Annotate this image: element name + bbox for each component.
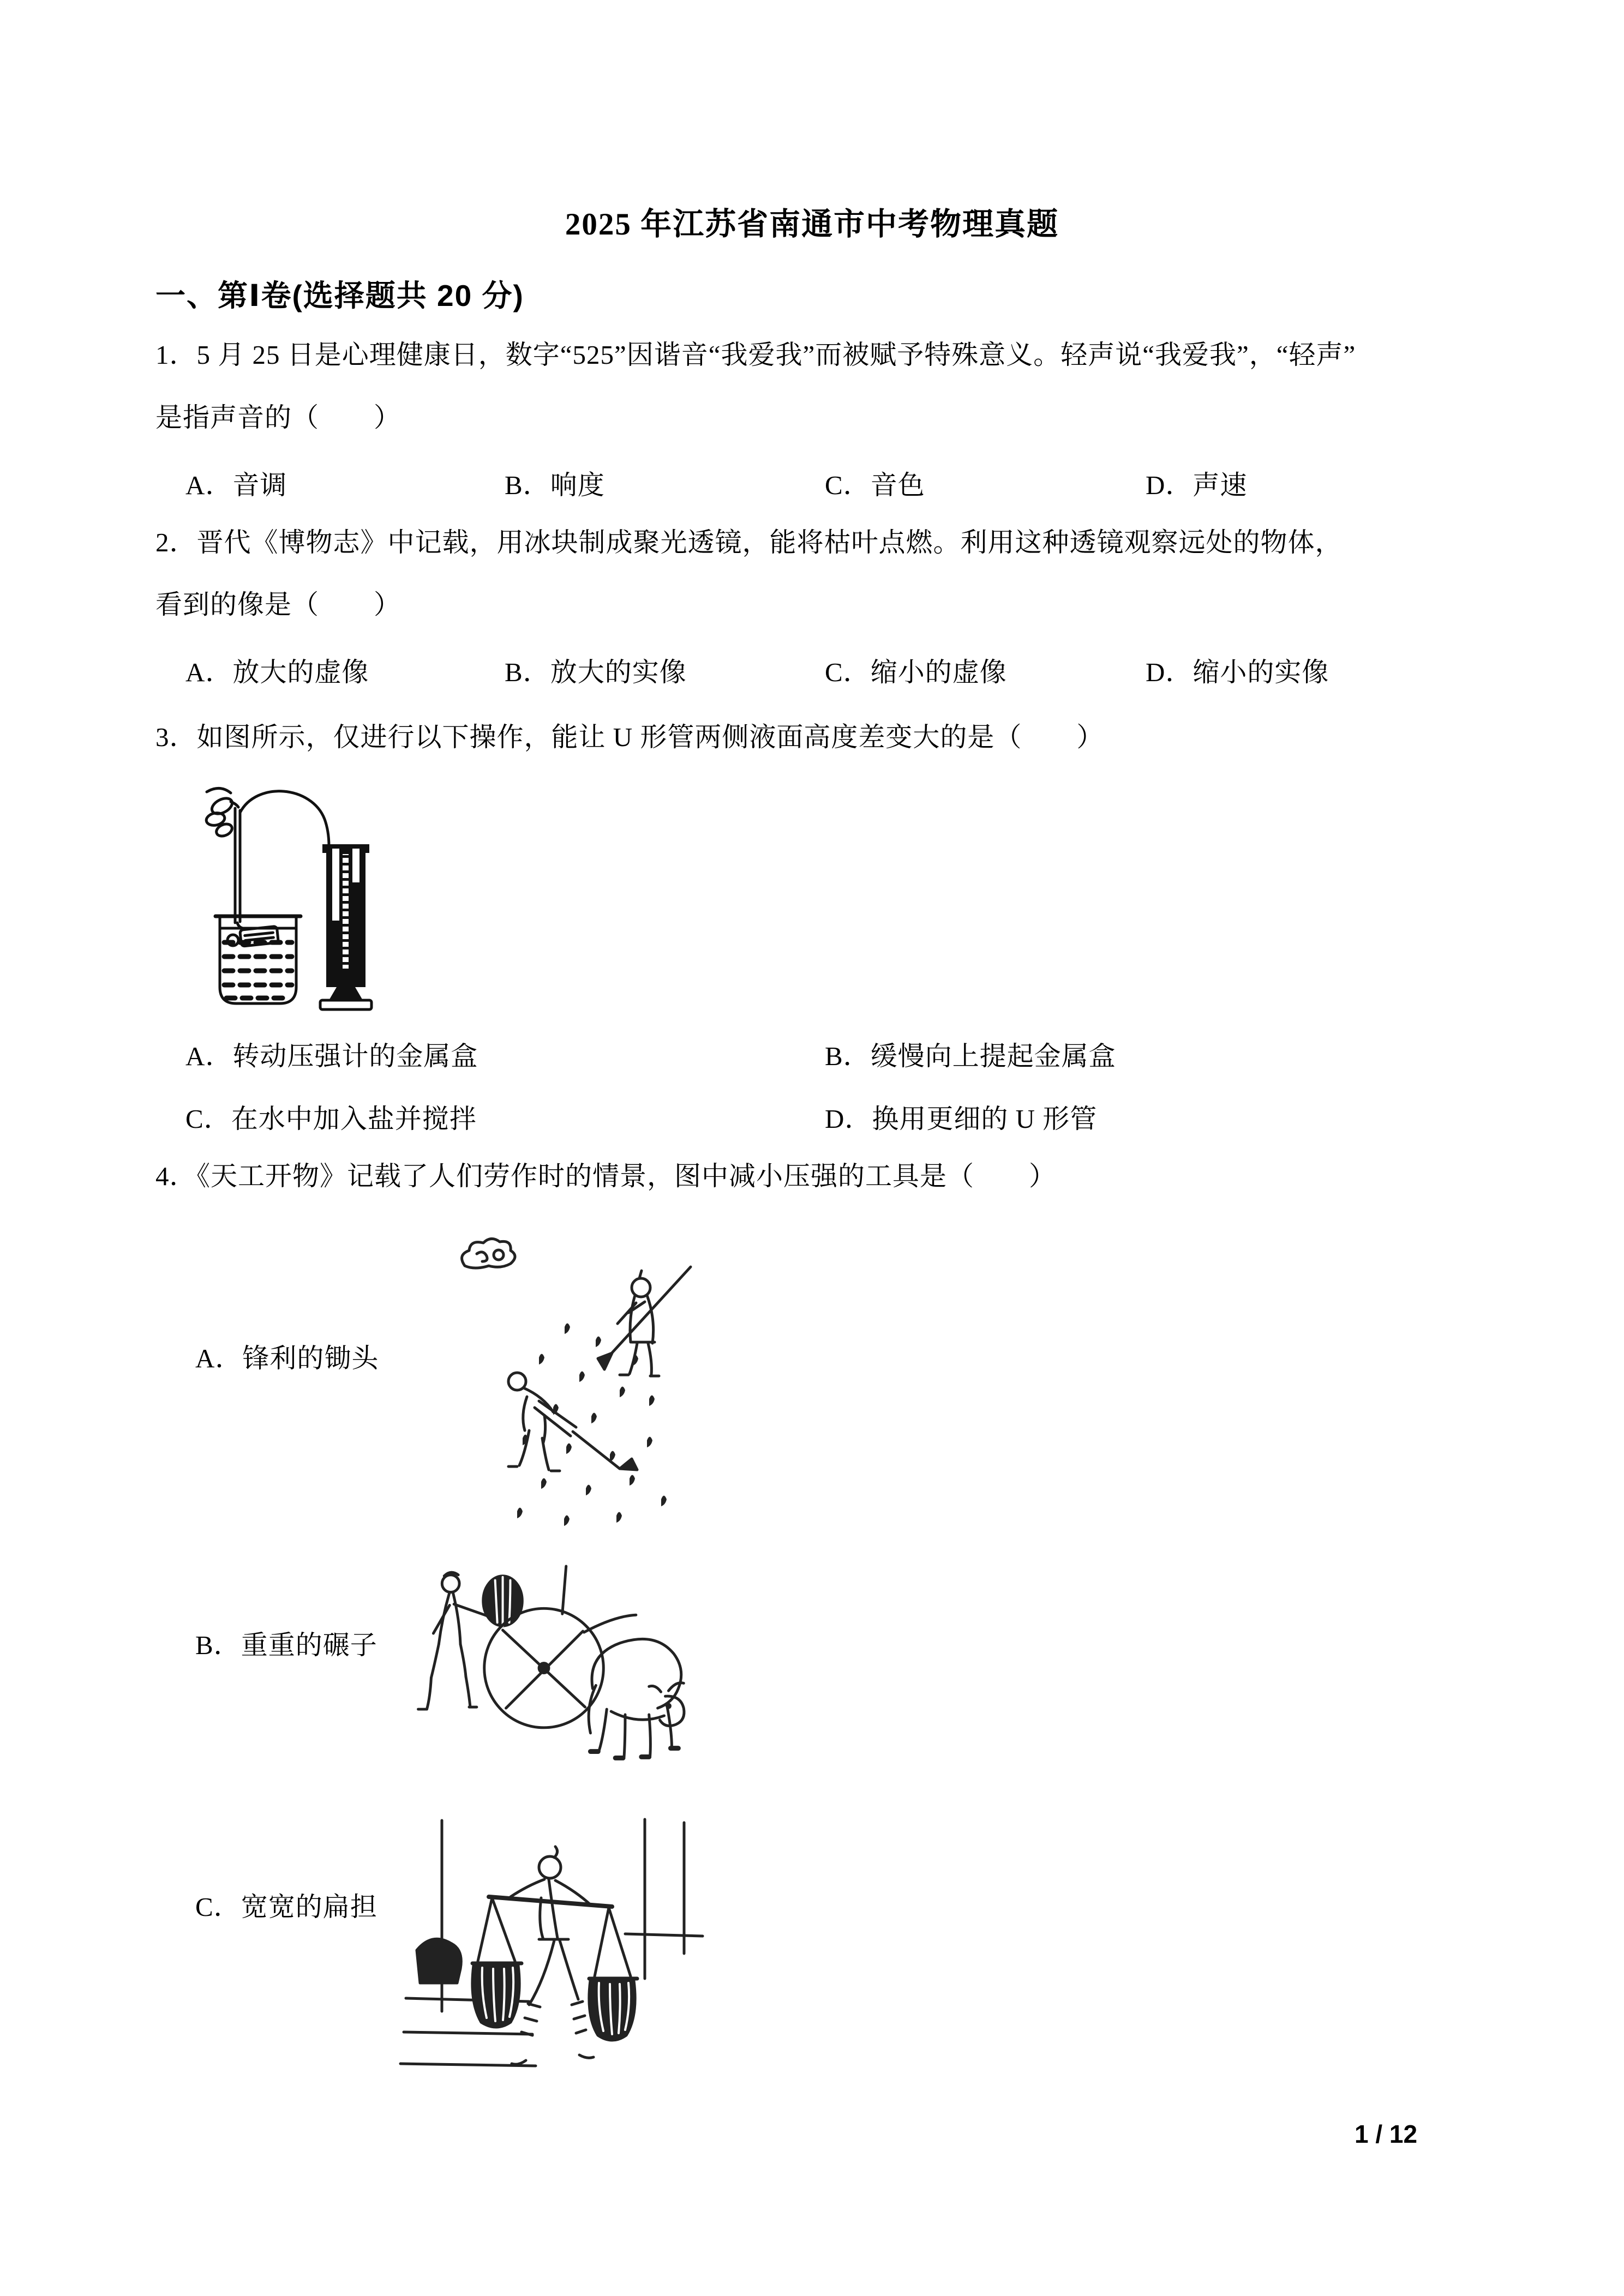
q4-figure-stone-roller	[401, 1553, 690, 1794]
page-title: 2025 年江苏省南通市中考物理真题	[565, 207, 1059, 242]
q3-figure-pressure-gauge	[199, 785, 385, 1012]
q4-option-b-text: 重重的碾子	[241, 1630, 377, 1660]
q4-option-a-letter: A．	[195, 1343, 243, 1373]
q4-option-c-text: 宽宽的扁担	[241, 1892, 377, 1922]
q3-options-row-cd	[0, 1098, 1624, 1133]
q3-option-a-text: 转动压强计的金属盒	[232, 1041, 478, 1071]
q4-option-c	[195, 1891, 377, 1923]
q1-option-a	[185, 464, 287, 502]
u-tube-manometer-icon	[320, 844, 371, 1009]
q2-option-d-letter: D．	[1146, 657, 1193, 687]
cloud-icon	[462, 1239, 515, 1268]
q1-option-c-text: 音色	[870, 470, 925, 500]
carrier-man-icon	[489, 1847, 612, 2064]
q3-options-row-ab	[0, 1035, 1624, 1070]
q2-stem-line-1: 2．晋代《博物志》中记载，用冰块制成聚光透镜，能将枯叶点燃。利用这种透镜观察远处的物体，	[155, 527, 1343, 557]
q1-options-row	[0, 464, 1624, 499]
probe-tube-icon	[235, 808, 243, 928]
q3-option-b	[825, 1035, 1116, 1073]
q3-option-d-text: 换用更细的 U 形管	[872, 1104, 1098, 1134]
q2-options-row	[0, 651, 1624, 686]
q2-option-a-letter: A．	[185, 657, 233, 687]
q4-option-b-letter: B．	[195, 1630, 241, 1660]
q3-option-c	[185, 1098, 477, 1136]
rubber-hose-icon	[240, 791, 329, 846]
q3-option-d-letter: D．	[825, 1104, 872, 1134]
q2-option-b-text: 放大的实像	[550, 657, 687, 687]
q1-option-d-text: 声速	[1192, 470, 1248, 500]
q4-figure-hoeing-farmers	[453, 1235, 715, 1552]
q3-option-d	[825, 1098, 1097, 1136]
q4-option-a	[195, 1343, 379, 1374]
left-basket-icon	[472, 1898, 522, 2027]
q2-option-a	[185, 651, 369, 689]
q4-option-c-letter: C．	[195, 1892, 241, 1922]
q1-option-d-letter: D．	[1146, 470, 1193, 500]
q3-option-a	[185, 1035, 478, 1073]
q2-option-b-letter: B．	[505, 657, 550, 687]
q2-option-d-text: 缩小的实像	[1192, 657, 1329, 687]
bending-farmer-icon	[508, 1373, 637, 1471]
q4-option-b	[195, 1630, 377, 1661]
q2-option-c-text: 缩小的虚像	[870, 657, 1007, 687]
q3-option-c-letter: C．	[185, 1104, 231, 1134]
q1-option-a-letter: A．	[185, 470, 233, 500]
driver-man-icon	[418, 1572, 491, 1709]
right-basket-icon	[589, 1908, 637, 2040]
q4-stem: 4．《天工开物》记载了人们劳作时的情景，图中减小压强的工具是（ ）	[155, 1161, 1057, 1191]
q2-option-c	[825, 651, 1007, 689]
q2-stem-line-2: 看到的像是（ ）	[155, 590, 401, 620]
q2-option-d	[1146, 651, 1329, 689]
page-number: 1 / 12	[1355, 2120, 1418, 2148]
q1-stem-line-2: 是指声音的（ ）	[155, 402, 401, 432]
water-dashes-icon	[224, 942, 292, 998]
q1-option-c	[825, 464, 925, 502]
q1-option-b-text: 响度	[550, 470, 605, 500]
q4-figure-shoulder-pole	[392, 1817, 705, 2123]
q4-option-a-text: 锋利的锄头	[242, 1343, 379, 1373]
q1-stem-line-1: 1．5 月 25 日是心理健康日，数字“525”因谐音“我爱我”而被赋予特殊意义。轻声说“我爱我”，“轻声”	[155, 340, 1356, 370]
hand-sketch-icon	[205, 788, 238, 838]
q3-option-c-text: 在水中加入盐并搅拌	[231, 1104, 477, 1134]
q1-option-b	[505, 464, 605, 502]
q2-option-b	[505, 651, 687, 689]
q2-option-a-text: 放大的虚像	[232, 657, 369, 687]
q1-option-d	[1146, 464, 1247, 502]
q1-option-c-letter: C．	[825, 470, 871, 500]
q1-option-b-letter: B．	[505, 470, 550, 500]
section-heading: 一、第Ⅰ卷(选择题共 20 分)	[155, 279, 524, 312]
standing-farmer-icon	[598, 1267, 691, 1376]
q1-option-a-text: 音调	[232, 470, 287, 500]
q2-option-c-letter: C．	[825, 657, 871, 687]
q3-option-b-letter: B．	[825, 1041, 871, 1071]
q3-option-a-letter: A．	[185, 1041, 233, 1071]
seedlings-icon	[517, 1324, 667, 1526]
q3-option-b-text: 缓慢向上提起金属盒	[870, 1041, 1116, 1071]
q3-stem: 3．如图所示，仅进行以下操作，能让 U 形管两侧液面高度差变大的是（ ）	[155, 722, 1104, 752]
